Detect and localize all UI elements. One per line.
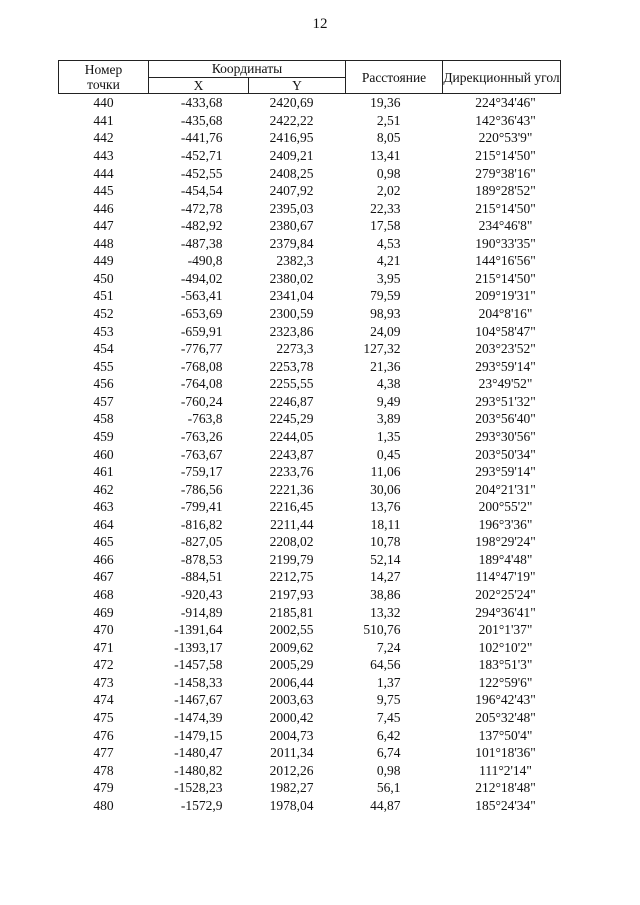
table-row [59, 638, 561, 656]
x-cell: -1393,17 [174, 639, 223, 655]
point-number-cell: 463 [93, 499, 114, 515]
distance-cell: 13,32 [370, 604, 401, 620]
distance-cell: 127,32 [363, 341, 401, 357]
table-row [59, 533, 561, 551]
distance-cell: 13,41 [370, 147, 401, 163]
x-cell: -1480,47 [174, 745, 223, 761]
distance-cell: 64,56 [370, 657, 401, 673]
x-cell: -1474,39 [174, 709, 223, 725]
y-cell: 2380,02 [269, 270, 314, 286]
point-number-cell: 476 [93, 727, 114, 743]
point-number-cell: 446 [93, 200, 114, 216]
coordinates-table [58, 60, 561, 814]
table-row [59, 305, 561, 323]
distance-cell: 52,14 [370, 551, 401, 567]
table-row [59, 480, 561, 498]
table-row [59, 410, 561, 428]
x-cell: -487,38 [180, 235, 223, 251]
x-cell: -653,69 [180, 306, 223, 322]
distance-cell: 18,11 [370, 516, 401, 532]
point-number-cell: 440 [93, 95, 114, 111]
x-cell: -454,54 [180, 183, 223, 199]
table-row [59, 603, 561, 621]
x-cell: -763,67 [180, 446, 223, 462]
x-cell: -494,02 [180, 270, 223, 286]
distance-cell: 14,27 [370, 569, 401, 585]
table-row [59, 797, 561, 815]
y-cell: 2009,62 [269, 639, 314, 655]
bearing-cell: 189°4'48" [478, 551, 533, 567]
page-number: 12 [312, 16, 328, 32]
table-row [59, 94, 561, 112]
table-row [59, 621, 561, 639]
table-row [59, 252, 561, 270]
point-number-cell: 461 [93, 464, 114, 480]
x-cell: -878,53 [180, 551, 223, 567]
y-cell: 2006,44 [269, 674, 314, 690]
point-number-cell: 456 [93, 376, 114, 392]
x-cell: -768,08 [180, 358, 223, 374]
y-cell: 2382,3 [276, 253, 314, 269]
y-cell: 2379,84 [269, 235, 314, 251]
bearing-cell: 220°53'9" [478, 130, 533, 146]
x-cell: -1528,23 [174, 780, 223, 796]
x-cell: -816,82 [180, 516, 223, 532]
x-cell: -799,41 [180, 499, 223, 515]
point-number-cell: 477 [93, 745, 114, 761]
y-cell: 2395,03 [269, 200, 314, 216]
distance-cell: 21,36 [370, 358, 401, 374]
distance-cell: 6,42 [376, 727, 401, 743]
bearing-cell: 104°58'47" [475, 323, 536, 339]
point-number-cell: 479 [93, 780, 114, 796]
y-cell: 2185,81 [269, 604, 314, 620]
table-row [59, 744, 561, 762]
y-cell: 2000,42 [269, 709, 314, 725]
point-number-cell: 452 [93, 306, 114, 322]
y-cell: 2246,87 [269, 393, 314, 409]
x-cell: -452,55 [180, 165, 223, 181]
distance-cell: 9,75 [376, 692, 401, 708]
point-number-cell: 468 [93, 587, 114, 603]
y-cell: 2211,44 [270, 516, 314, 532]
bearing-cell: 111°2'14" [479, 762, 532, 778]
point-number-cell: 475 [93, 709, 114, 725]
table-row [59, 270, 561, 288]
bearing-cell: 196°3'36" [478, 516, 533, 532]
distance-cell: 38,86 [370, 587, 401, 603]
bearing-cell: 137°50'4" [478, 727, 533, 743]
point-number-cell: 480 [93, 797, 114, 813]
y-cell: 2011,34 [270, 745, 314, 761]
bearing-cell: 122°59'6" [478, 674, 533, 690]
bearing-cell: 183°51'3" [478, 657, 533, 673]
distance-cell: 2,02 [376, 183, 401, 199]
point-number-cell: 470 [93, 622, 114, 638]
point-number-cell: 467 [93, 569, 114, 585]
x-cell: -763,8 [187, 411, 223, 427]
table-row [59, 129, 561, 147]
y-cell: 2216,45 [269, 499, 314, 515]
distance-cell: 10,78 [370, 534, 401, 550]
table-row [59, 761, 561, 779]
bearing-cell: 203°50'34" [475, 446, 536, 462]
point-number-cell: 469 [93, 604, 114, 620]
point-number-cell: 465 [93, 534, 114, 550]
point-number-cell: 443 [93, 147, 114, 163]
x-cell: -1479,15 [174, 727, 223, 743]
table-row [59, 779, 561, 797]
point-number-cell: 455 [93, 358, 114, 374]
bearing-cell: 215°14'50" [475, 147, 536, 163]
y-cell: 2245,29 [269, 411, 314, 427]
table-row [59, 147, 561, 165]
x-cell: -1458,33 [174, 674, 223, 690]
x-cell: -914,89 [180, 604, 223, 620]
x-cell: -472,78 [180, 200, 223, 216]
x-cell: -1457,58 [174, 657, 223, 673]
y-cell: 2199,79 [269, 551, 314, 567]
point-number-cell: 466 [93, 551, 114, 567]
distance-cell: 22,33 [370, 200, 401, 216]
distance-cell: 98,93 [370, 306, 401, 322]
bearing-cell: 279°38'16" [475, 165, 536, 181]
y-cell: 2420,69 [269, 95, 314, 111]
point-number-cell: 454 [93, 341, 114, 357]
header-bearing: Дирекционный угол [443, 61, 561, 94]
y-cell: 2012,26 [269, 762, 314, 778]
header-distance: Расстояние [346, 61, 443, 94]
y-cell: 2233,76 [269, 464, 314, 480]
header-point-number: Номер точки [59, 61, 149, 94]
distance-cell: 4,53 [376, 235, 401, 251]
point-number-cell: 460 [93, 446, 114, 462]
table-row [59, 568, 561, 586]
x-cell: -563,41 [180, 288, 223, 304]
table-row [59, 428, 561, 446]
x-cell: -441,76 [180, 130, 223, 146]
x-cell: -482,92 [180, 218, 223, 234]
bearing-cell: 293°59'14" [475, 358, 536, 374]
point-number-cell: 442 [93, 130, 114, 146]
point-number-cell: 444 [93, 165, 114, 181]
table-row [59, 393, 561, 411]
header-x: X [149, 77, 249, 94]
bearing-cell: 23°49'52" [478, 376, 533, 392]
bearing-cell: 200°55'2" [478, 499, 533, 515]
distance-cell: 6,74 [376, 745, 401, 761]
table-row [59, 164, 561, 182]
bearing-cell: 204°21'31" [475, 481, 536, 497]
table-row [59, 287, 561, 305]
distance-cell: 3,89 [376, 411, 401, 427]
x-cell: -759,17 [180, 464, 223, 480]
point-number-cell: 449 [93, 253, 114, 269]
y-cell: 2255,55 [269, 376, 314, 392]
distance-cell: 24,09 [370, 323, 401, 339]
y-cell: 2197,93 [269, 587, 314, 603]
bearing-cell: 203°56'40" [475, 411, 536, 427]
table-row [59, 656, 561, 674]
distance-cell: 19,36 [370, 95, 401, 111]
bearing-cell: 205°32'48" [475, 709, 536, 725]
bearing-cell: 101°18'36" [475, 745, 536, 761]
point-number-cell: 453 [93, 323, 114, 339]
distance-cell: 79,59 [370, 288, 401, 304]
point-number-cell: 451 [93, 288, 114, 304]
point-number-cell: 458 [93, 411, 114, 427]
distance-cell: 30,06 [370, 481, 401, 497]
table-row [59, 674, 561, 692]
bearing-cell: 204°8'16" [478, 306, 533, 322]
bearing-cell: 102°10'2" [478, 639, 533, 655]
bearing-cell: 185°24'34" [475, 797, 536, 813]
table-row [59, 182, 561, 200]
point-number-cell: 462 [93, 481, 114, 497]
x-cell: -1467,67 [174, 692, 223, 708]
y-cell: 2253,78 [269, 358, 314, 374]
table-row [59, 551, 561, 569]
y-cell: 1982,27 [269, 780, 314, 796]
table-body [59, 94, 561, 815]
table-row [59, 691, 561, 709]
table-row [59, 516, 561, 534]
x-cell: -764,08 [180, 376, 223, 392]
bearing-cell: 234°46'8" [478, 218, 533, 234]
distance-cell: 4,38 [376, 376, 401, 392]
distance-cell: 8,05 [376, 130, 401, 146]
table-row [59, 322, 561, 340]
y-cell: 2243,87 [269, 446, 314, 462]
point-number-cell: 478 [93, 762, 114, 778]
x-cell: -659,91 [180, 323, 223, 339]
x-cell: -763,26 [180, 428, 223, 444]
table-row [59, 112, 561, 130]
x-cell: -1391,64 [174, 622, 223, 638]
table-header [59, 61, 561, 94]
x-cell: -884,51 [180, 569, 223, 585]
point-number-cell: 448 [93, 235, 114, 251]
table-row [59, 586, 561, 604]
x-cell: -1480,82 [174, 762, 223, 778]
point-number-cell: 457 [93, 393, 114, 409]
point-number-cell: 450 [93, 270, 114, 286]
x-cell: -827,05 [180, 534, 223, 550]
distance-cell: 44,87 [370, 797, 401, 813]
bearing-cell: 142°36'43" [475, 112, 536, 128]
bearing-cell: 212°18'48" [475, 780, 536, 796]
distance-cell: 3,95 [376, 270, 401, 286]
y-cell: 2212,75 [269, 569, 314, 585]
x-cell: -776,77 [180, 341, 223, 357]
bearing-cell: 201°1'37" [478, 622, 533, 638]
bearing-cell: 293°51'32" [475, 393, 536, 409]
table-row [59, 463, 561, 481]
point-number-cell: 441 [93, 112, 114, 128]
bearing-cell: 293°30'56" [475, 428, 536, 444]
distance-cell: 510,76 [363, 622, 401, 638]
table-row [59, 357, 561, 375]
distance-cell: 17,58 [370, 218, 401, 234]
y-cell: 2244,05 [269, 428, 314, 444]
bearing-cell: 203°23'52" [475, 341, 536, 357]
x-cell: -452,71 [180, 147, 223, 163]
distance-cell: 0,98 [376, 762, 401, 778]
table-row [59, 445, 561, 463]
distance-cell: 0,98 [376, 165, 401, 181]
distance-cell: 0,45 [376, 446, 401, 462]
bearing-cell: 293°59'14" [475, 464, 536, 480]
bearing-cell: 190°33'35" [475, 235, 536, 251]
y-cell: 2408,25 [269, 165, 314, 181]
point-number-cell: 464 [93, 516, 114, 532]
bearing-cell: 294°36'41" [475, 604, 536, 620]
header-coordinates: Координаты [149, 61, 346, 78]
x-cell: -490,8 [187, 253, 223, 269]
bearing-cell: 189°28'52" [475, 183, 536, 199]
distance-cell: 11,06 [370, 464, 401, 480]
bearing-cell: 215°14'50" [475, 270, 536, 286]
distance-cell: 2,51 [376, 112, 401, 128]
distance-cell: 1,37 [376, 674, 401, 690]
point-number-cell: 473 [93, 674, 114, 690]
table-row [59, 340, 561, 358]
y-cell: 2300,59 [269, 306, 314, 322]
y-cell: 2273,3 [276, 341, 314, 357]
distance-cell: 7,45 [376, 709, 401, 725]
bearing-cell: 114°47'19" [475, 569, 536, 585]
point-number-cell: 447 [93, 218, 114, 234]
point-number-cell: 459 [93, 428, 114, 444]
distance-cell: 56,1 [376, 780, 401, 796]
y-cell: 1978,04 [269, 797, 314, 813]
bearing-cell: 144°16'56" [475, 253, 536, 269]
table-row [59, 199, 561, 217]
bearing-cell: 202°25'24" [475, 587, 536, 603]
y-cell: 2409,21 [269, 147, 314, 163]
y-cell: 2003,63 [269, 692, 314, 708]
bearing-cell: 196°42'43" [475, 692, 536, 708]
y-cell: 2004,73 [269, 727, 314, 743]
table-row [59, 235, 561, 253]
y-cell: 2323,86 [269, 323, 314, 339]
bearing-cell: 209°19'31" [475, 288, 536, 304]
bearing-cell: 224°34'46" [475, 95, 536, 111]
x-cell: -786,56 [180, 481, 223, 497]
table-row [59, 498, 561, 516]
table-row [59, 709, 561, 727]
y-cell: 2002,55 [269, 622, 314, 638]
x-cell: -920,43 [180, 587, 223, 603]
y-cell: 2380,67 [269, 218, 314, 234]
x-cell: -760,24 [180, 393, 223, 409]
x-cell: -435,68 [180, 112, 223, 128]
header-y: Y [249, 77, 346, 94]
point-number-cell: 471 [93, 639, 114, 655]
point-number-cell: 472 [93, 657, 114, 673]
distance-cell: 7,24 [376, 639, 401, 655]
distance-cell: 4,21 [376, 253, 401, 269]
y-cell: 2422,22 [269, 112, 314, 128]
y-cell: 2407,92 [269, 183, 314, 199]
x-cell: -1572,9 [180, 797, 223, 813]
bearing-cell: 198°29'24" [475, 534, 536, 550]
distance-cell: 9,49 [376, 393, 401, 409]
y-cell: 2005,29 [269, 657, 314, 673]
x-cell: -433,68 [180, 95, 223, 111]
table-row [59, 375, 561, 393]
distance-cell: 1,35 [376, 428, 401, 444]
point-number-cell: 474 [93, 692, 114, 708]
y-cell: 2208,02 [269, 534, 314, 550]
y-cell: 2221,36 [269, 481, 314, 497]
bearing-cell: 215°14'50" [475, 200, 536, 216]
y-cell: 2416,95 [269, 130, 314, 146]
point-number-cell: 445 [93, 183, 114, 199]
table-row [59, 217, 561, 235]
y-cell: 2341,04 [269, 288, 314, 304]
distance-cell: 13,76 [370, 499, 401, 515]
table-row [59, 726, 561, 744]
